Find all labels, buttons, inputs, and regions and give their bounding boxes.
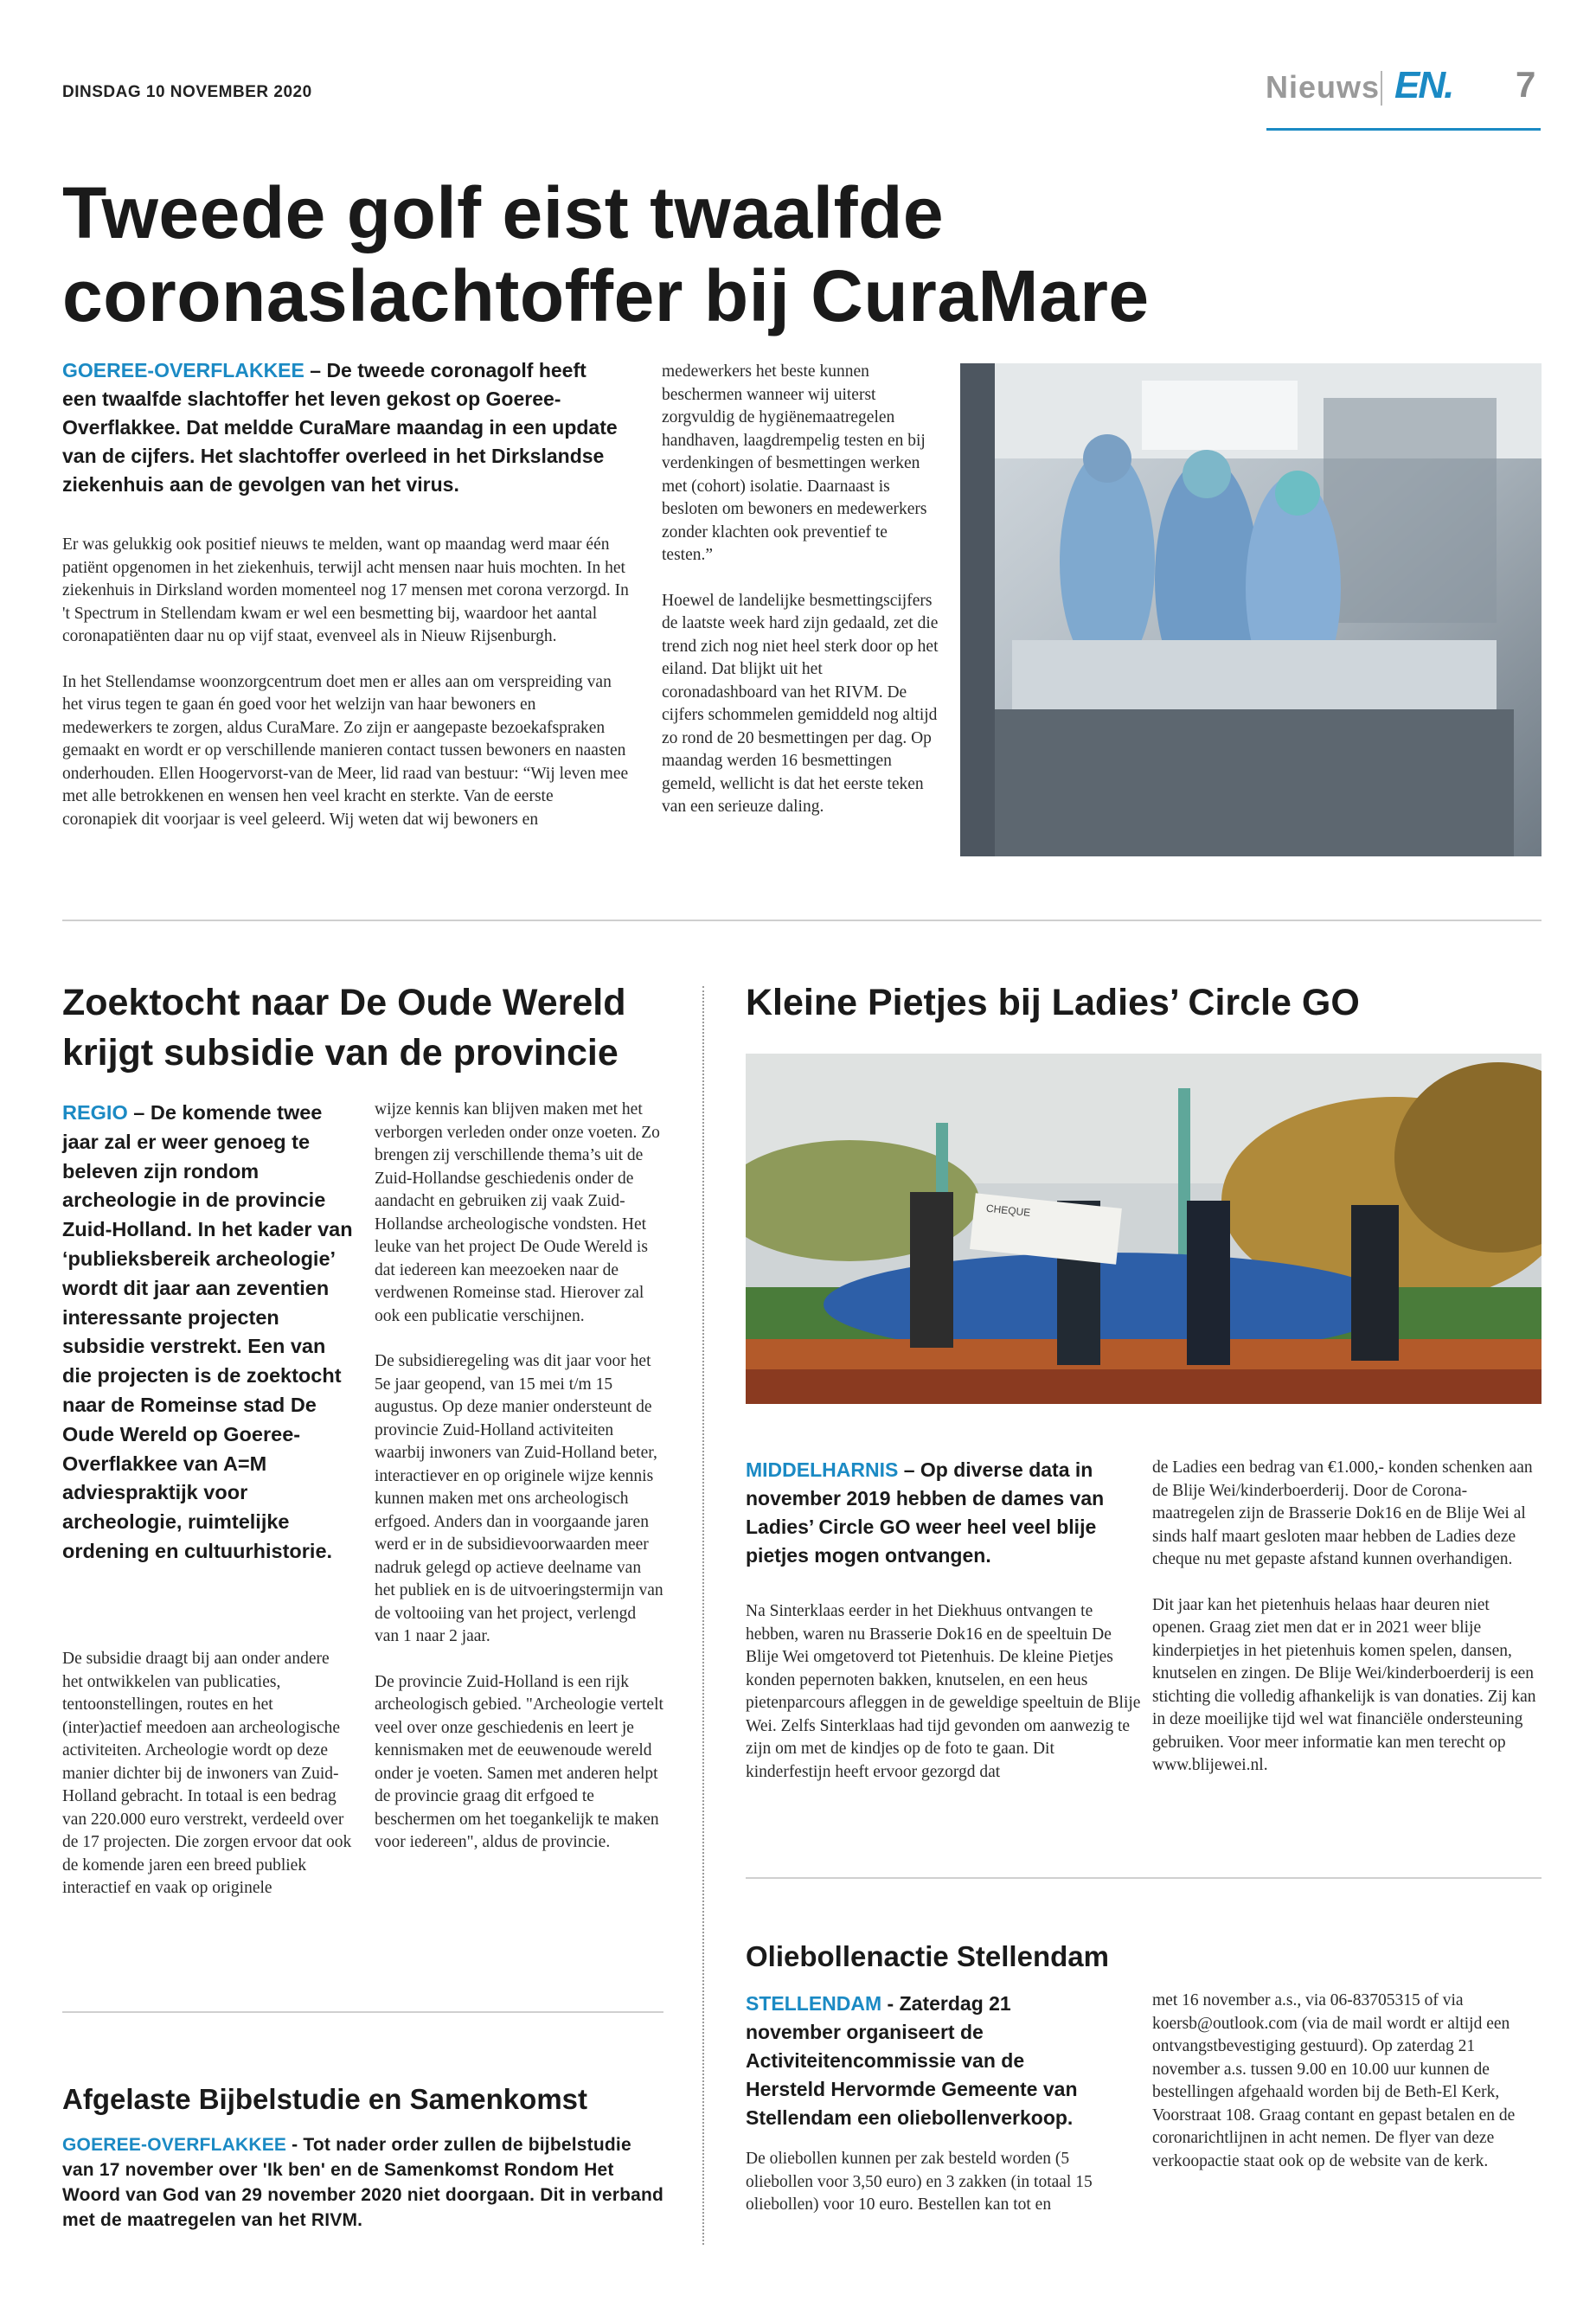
article1-lead xyxy=(62,356,625,499)
article1-paragraph: Hoewel de landelijke besmettingscijfers de laatste week hard zijn gedaald, zet die trend zich nog niet heel sterk door op het eiland. Dat blijkt uit het coronadashboard van het RIVM. De cijfers schommelen gemiddeld nog altijd zo rond de 20 besmettingen per dag. Op maandag werden 16 besmettingen gemeld, wellicht is dat het eerste teken van een serieuze daling. xyxy=(662,591,939,816)
article1-dateline: GOEREE-OVERFLAKKEE xyxy=(62,359,304,381)
article5-lead-text: - Zaterdag 21 november organiseert de Activiteitencommissie van de Hersteld Hervormde Gemeente van Stellendam een oliebollenverkoop. xyxy=(746,1992,1078,2129)
page-number: 7 xyxy=(1516,64,1536,105)
article3-lead-text: – Op diverse data in november 2019 hebben de dames van Ladies’ Circle GO weer heel veel blije pietjes mogen ontvangen. xyxy=(746,1458,1105,1567)
article4-lead-text: - Tot nader order zullen de bijbelstudie van 17 november over 'Ik ben' en de Samenkomst Rondom Het Woord van God van 29 november 2020 niet doorgaan. Dit in verband met de maatregelen van het RIVM. xyxy=(62,2135,664,2230)
article3-column-1 xyxy=(746,1600,1144,1806)
article3-headline: Kleine Pietjes bij Ladies’ Circle GO xyxy=(746,982,1360,1023)
article2-paragraph: De subsidieregeling was dit jaar voor het 5e jaar geopend, van 15 mei t/m 15 augustus. Op deze manier ondersteunt de provincie Zuid-Holland activiteiten waarbij inwoners van Zuid-Holland beter, interactiever en op originele wijze kennis kunnen maken met ons archeologisch erfgoed. Anders dan in voorgaande jaren werd er in de subsidievoorwaarden meer nadruk gelegd op actieve deelname van het publiek en is de uitvoeringstermijn van de voltooiing van het project, verlengd van 1 naar 2 jaar. xyxy=(375,1352,663,1645)
article4-dateline: GOEREE-OVERFLAKKEE xyxy=(62,2135,287,2155)
issue-date: DINSDAG 10 NOVEMBER 2020 xyxy=(62,83,312,101)
article5-headline: Oliebollenactie Stellendam xyxy=(746,1940,1109,1972)
article2-column-1 xyxy=(62,1648,352,1923)
article1-paragraph: medewerkers het beste kunnen beschermen wanneer wij uiterst zorgvuldig de hygiënemaatregelen handhaven, laagdrempelig testen en bij verdenkingen of besmettingen werken met (cohort) isolatie. Daarnaast is besloten om bewoners en medewerkers zonder klachten ook preventief te testen.” xyxy=(662,362,927,564)
article2-paragraph: wijze kennis kan blijven maken met het verborgen verleden onder onze voeten. Zo brengen zij verschillende thema’s uit de Zuid-Hollandse geschiedenis onder de aandacht en gebruiken zij vaak Zuid-Hollandse archeologische vondsten. Het leuke van het project De Oude Wereld is dat iedereen kan meezoeken naar de verdwenen Romeinse stad. Hierover zal ook een publicatie verschijnen. xyxy=(375,1100,660,1325)
newspaper-logo: EN. xyxy=(1394,64,1453,106)
article1-lead-text: – De tweede coronagolf heeft een twaalfde slachtoffer het leven gekost op Goeree-Overflakkee. Dat meldde CuraMare maandag in een update van de cijfers. Het slachtoffer overleed in het Dirkslandse ziekenhuis aan de gevolgen van het virus. xyxy=(62,359,618,496)
article1-paragraph: In het Stellendamse woonzorgcentrum doet men er alles aan om verspreiding van het virus tegen te gaan én goed voor het welzijn van haar bewoners en medewerkers te zorgen, aldus CuraMare. Zo zijn er aangepaste bezoekafspraken gemaakt en wordt er op verschillende manieren contact tussen bewoners en naasten onderhouden. Ellen Hoogervorst-van de Meer, lid raad van bestuur: “Wij leven mee met alle betrokkenen en wensen hen veel kracht en sterkte. Van de eerste coronapiek dit voorjaar is veel geleerd. Wij weten dat wij bewoners en xyxy=(62,672,629,829)
icu-photo xyxy=(960,363,1542,856)
header-accent-line xyxy=(1266,128,1541,131)
section-divider xyxy=(746,1877,1542,1879)
cheque-label: CHEQUE xyxy=(985,1202,1031,1219)
article1-headline: Tweede golf eist twaalfde coronaslachtoffer bij CuraMare xyxy=(62,172,1150,336)
article3-dateline: MIDDELHARNIS xyxy=(746,1458,899,1481)
article4-headline: Afgelaste Bijbelstudie en Samenkomst xyxy=(62,2083,588,2115)
cheque-photo xyxy=(746,1054,1542,1404)
article5-lead xyxy=(746,1990,1109,2132)
article5-paragraph: met 16 november a.s., via 06-83705315 of via koersb@outlook.com (via de mail wordt er altijd een ontvangstbevestiging gestuurd). Op zaterdag 21 november a.s. tussen 9.00 en 10.00 uur kunnen de bestellingen afgehaald worden bij de Beth-El Kerk, Voorstraat 108. Graag contant en gepast betalen en de coronarichtlijnen in acht nemen. De flyer van deze verkoopactie staat ook op de website van de kerk. xyxy=(1152,1991,1516,2170)
article5-column-2 xyxy=(1152,1990,1542,2195)
article3-column-2 xyxy=(1152,1457,1546,1800)
article4-lead xyxy=(62,2132,668,2233)
column-divider xyxy=(702,986,704,2245)
article5-column-1 xyxy=(746,2148,1131,2240)
article1-column-2 xyxy=(662,361,939,842)
article2-paragraph: De provincie Zuid-Holland is een rijk archeologisch gebied. "Archeologie vertelt veel over onze geschiedenis en leert je kennismaken met de eeuwenoude wereld onder je voeten. Samen met anderen helpt de provincie graag dit erfgoed te beschermen om het toegankelijk te maken voor iedereen", aldus de provincie. xyxy=(375,1672,663,1851)
article5-dateline: STELLENDAM xyxy=(746,1992,882,2015)
article3-paragraph: Dit jaar kan het pietenhuis helaas haar deuren niet openen. Graag ziet men dat er in 2021 weer blije kinderpietjes in het pietenhuis komen spelen, dansen, knutselen en zingen. De Blije Wei/kinderboerderij is een stichting die volledig afhankelijk is van donaties. Zij kan in deze moeilijke tijd wel wat financiële ondersteuning gebruiken. Voor meer informatie kan men terecht op www.blijewei.nl. xyxy=(1152,1595,1536,1774)
article2-headline: Zoektocht naar De Oude Wereld krijgt subsidie van de provincie xyxy=(62,982,626,1074)
article2-lead-text: – De komende twee jaar zal er weer genoeg te beleven zijn rondom archeologie in de provincie Zuid-Holland. In het kader van ‘publieksbereik archeologie’ wordt dit jaar aan zeventien interessante projecten subsidie verstrekt. Een van die projecten is de zoektocht naar de Romeinse stad De Oude Wereld op Goeree-Overflakkee van A=M adviespraktijk voor archeologie, ruimtelijke ordening en cultuurhistorie. xyxy=(62,1101,353,1562)
article3-paragraph: de Ladies een bedrag van €1.000,- konden schenken aan de Blije Wei/kinderboerderij. Door de Corona-maatregelen zijn de Brasserie Dok16 en de Blije Wei al sinds half maart gesloten maar hebben de Ladies deze cheque nu met gepaste afstand kunnen overhandigen. xyxy=(1152,1458,1533,1568)
article3-paragraph: Na Sinterklaas eerder in het Diekhuus ontvangen te hebben, waren nu Brasserie Dok16 en de speeltuin De Blije Wei omgetoverd tot Pietenhuis. De kleine Pietjes konden pepernoten bakken, knutselen, en een heus pietenparcours afleggen in de geweldige speeltuin de Blije Wei. Zelfs Sinterklaas had tijd gevonden om aanwezig te zijn om met de kindjes op de foto te gaan. Dit kinderfestijn heeft ervoor gezorgd dat xyxy=(746,1602,1141,1781)
article2-paragraph: De subsidie draagt bij aan onder andere het ontwikkelen van publicaties, tentoonstellingen, routes en het (inter)actief meedoen aan archeologische activiteiten. Archeologie wordt op deze manier dichter bij de inwoners van Zuid-Holland gebracht. In totaal is een bedrag van 220.000 euro verstrekt, verdeeld over de 17 projecten. Die zorgen ervoor dat ook de komende jaren een breed publiek interactief en vaak op originele xyxy=(62,1650,352,1897)
article1-column-1 xyxy=(62,534,629,854)
section-divider xyxy=(62,2011,663,2013)
article3-lead xyxy=(746,1456,1131,1570)
section-label: Nieuws xyxy=(1265,69,1380,105)
article2-dateline: REGIO xyxy=(62,1101,128,1124)
section-divider xyxy=(62,920,1542,921)
article1-paragraph: Er was gelukkig ook positief nieuws te melden, want op maandag werd maar één patiënt opgenomen in het ziekenhuis, terwijl acht mensen naar huis mochten. In het ziekenhuis in Dirksland worden momenteel nog 17 mensen met corona verzorgd. In 't Spectrum in Stellendam kwam er wel een besmetting bij, waardoor het aantal coronapatiënten daar nu op vijf staat, evenveel als in Nieuw Rijsenburgh. xyxy=(62,535,629,645)
header-divider xyxy=(1381,71,1382,106)
article2-column-2 xyxy=(375,1099,664,1877)
article5-paragraph: De oliebollen kunnen per zak besteld worden (5 oliebollen voor 3,50 euro) en 3 zakken (in totaal 15 oliebollen) voor 10 euro. Bestellen kan tot en xyxy=(746,2150,1093,2214)
article2-lead xyxy=(62,1099,356,1567)
